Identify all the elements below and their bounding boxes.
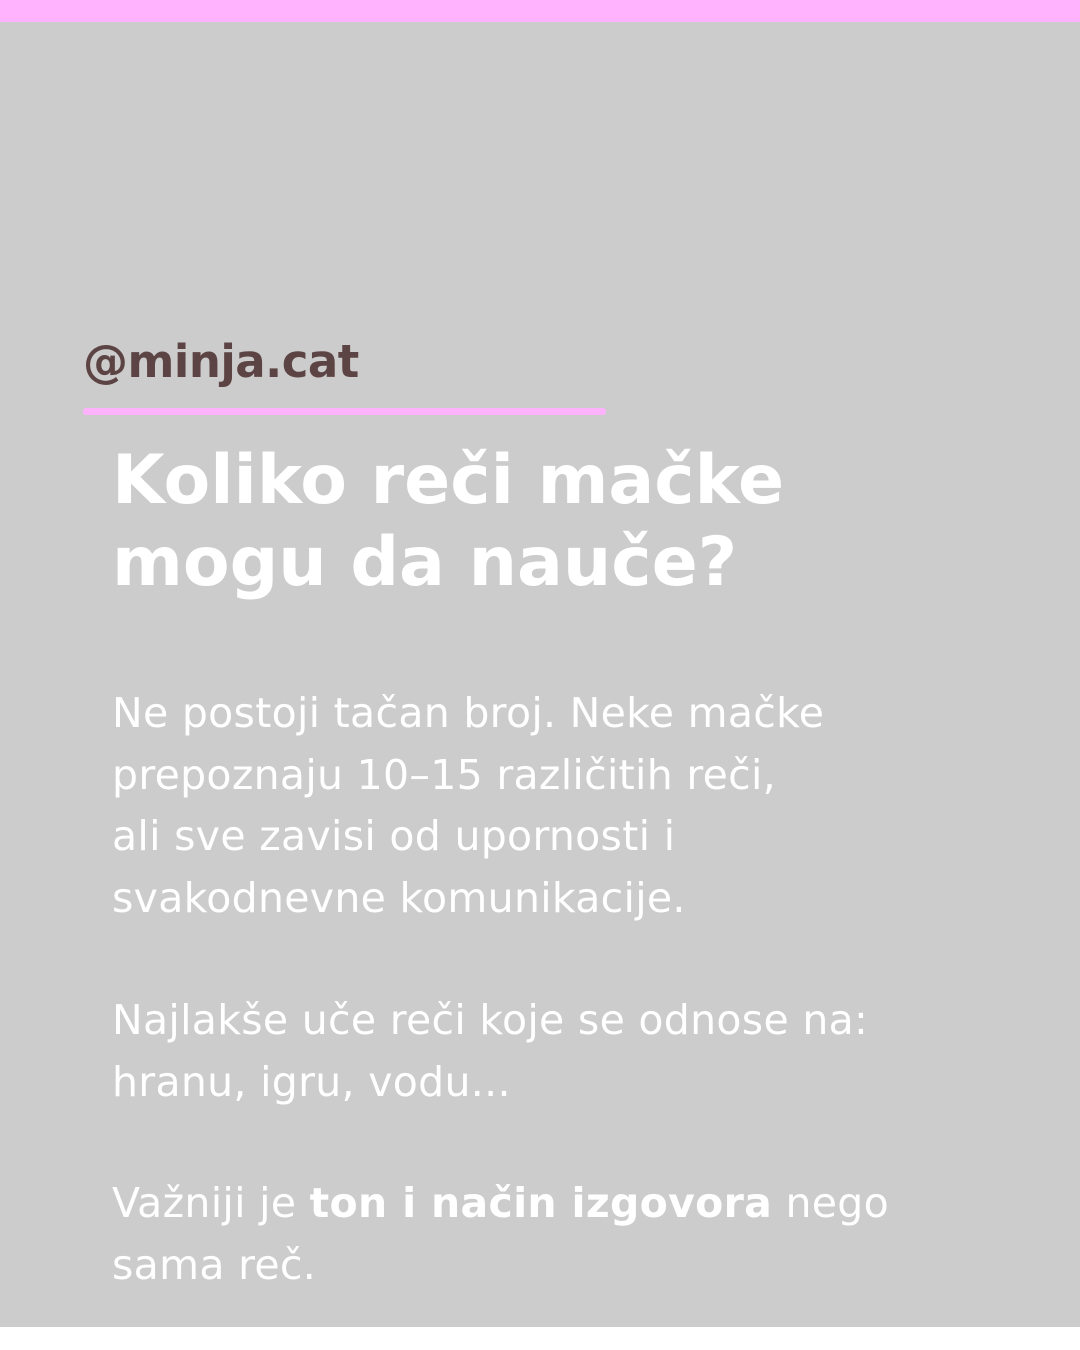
paragraph-line [112,1173,1042,1235]
tone-prefix: Važniji je [112,1179,310,1227]
paragraph-line: ali sve zavisi od upornosti i [112,812,676,860]
heading-line: mogu da nauče? [112,523,738,602]
paragraph-line: Najlakše uče reči koje se odnose na: [112,996,869,1044]
paragraph-line: prepoznaju 10–15 različitih reči, [112,750,776,799]
paragraph-easiest-words [112,990,1042,1113]
top-accent-bar [0,0,1080,22]
paragraph-line: sama reč. [112,1240,317,1289]
content-card [0,22,1080,1327]
paragraph-tone [112,1173,1042,1296]
post-heading [112,440,1042,604]
account-handle: @minja.cat [83,335,359,388]
paragraph-line: Ne postoji tačan broj. Neke mačke [112,689,825,737]
paragraph-line: hranu, igru, vodu... [112,1057,511,1106]
tone-suffix: nego [772,1179,889,1227]
paragraph-line: svakodnevne komunikacije. [112,873,686,922]
heading-line: Koliko reči mačke [112,441,785,520]
bottom-strip [0,1327,1080,1350]
paragraph-intro [112,683,1042,929]
tone-emphasis: ton i način izgovora [309,1179,773,1227]
accent-divider [83,408,606,415]
